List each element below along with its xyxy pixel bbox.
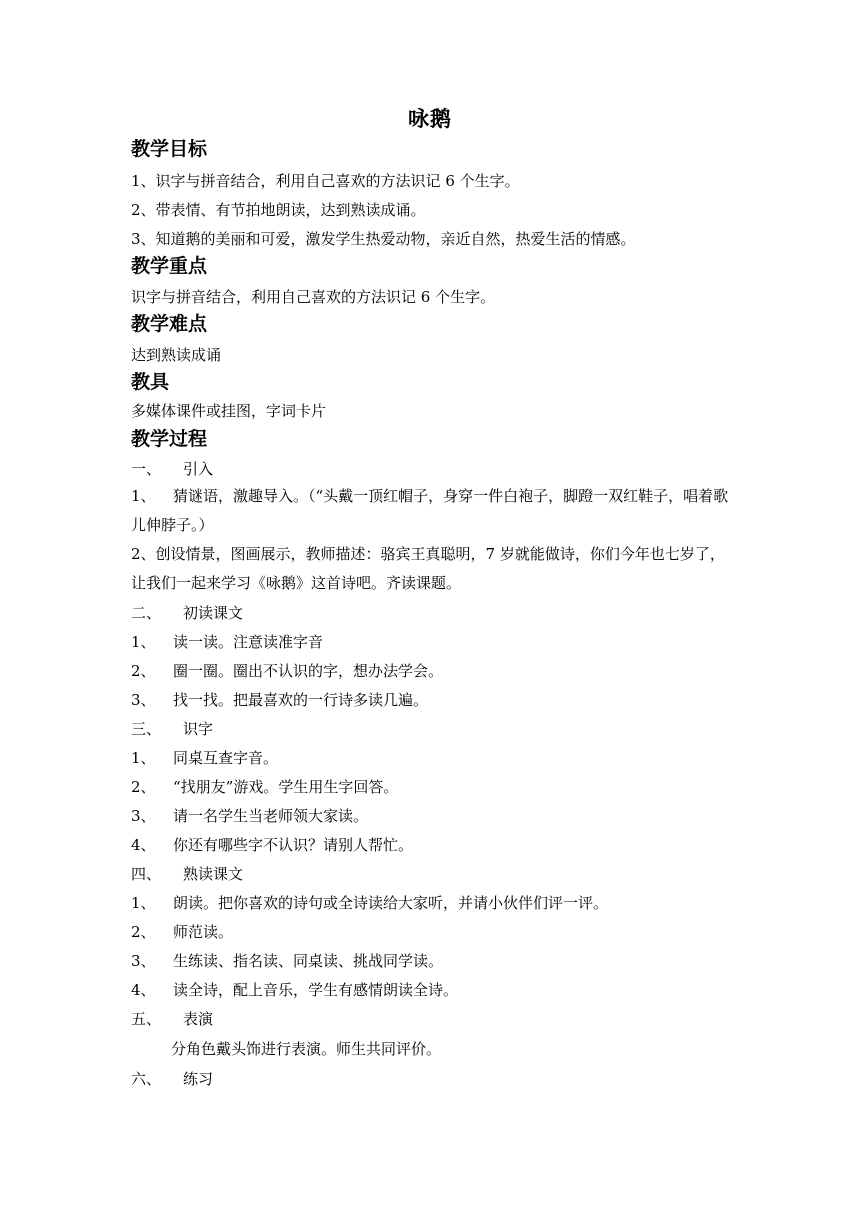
item-text: 你还有哪些字不认识？请别人帮忙。	[173, 836, 414, 854]
list-item	[131, 747, 278, 769]
objective-item: 3、知道鹅的美丽和可爱，激发学生热爱动物，亲近自然，热爱生活的情感。	[131, 230, 636, 248]
item-text: 读一读。注意读准字音	[173, 633, 324, 651]
part-label: 引入	[183, 460, 214, 478]
heading-difficulty: 教学难点	[131, 313, 208, 335]
list-item	[131, 805, 368, 827]
part-heading-literacy	[131, 718, 213, 740]
performance-text: 分角色戴头饰进行表演。师生共同评价。	[171, 1040, 442, 1058]
part-heading-fluent-read	[131, 863, 243, 885]
keypoint-text: 识字与拼音结合，利用自己喜欢的方法识记 6 个生字。	[131, 288, 496, 306]
list-item	[131, 834, 413, 856]
part-heading-practice	[131, 1068, 213, 1090]
item-number: 1、	[131, 894, 156, 912]
part-number: 四、	[131, 865, 162, 883]
intro-item-riddle	[131, 482, 731, 540]
part-number: 一、	[131, 460, 162, 478]
difficulty-text: 达到熟读成诵	[131, 346, 222, 364]
item-number: 2、	[131, 778, 156, 796]
part-number: 六、	[131, 1070, 162, 1088]
list-item	[131, 979, 458, 1001]
item-number: 1、	[131, 749, 156, 767]
item-number: 4、	[131, 981, 156, 999]
list-item	[131, 689, 428, 711]
item-text: 找一找。把最喜欢的一行诗多读几遍。	[173, 691, 429, 709]
list-item	[131, 892, 608, 914]
part-label: 练习	[183, 1070, 214, 1088]
list-item	[131, 950, 443, 972]
intro-item-scene: 2、创设情景，图画展示，教师描述：骆宾王真聪明，7 岁就能做诗，你们今年也七岁了，让我们一起来学习《咏鹅》这首诗吧。齐读课题。	[131, 545, 725, 592]
part-heading-intro	[131, 458, 213, 480]
list-item	[131, 631, 323, 653]
item-text: 同桌互查字音。	[173, 749, 279, 767]
item-text: 读全诗，配上音乐，学生有感情朗读全诗。	[173, 981, 459, 999]
list-item	[131, 921, 233, 943]
heading-tools: 教具	[131, 371, 170, 393]
heading-keypoint: 教学重点	[131, 255, 208, 277]
list-item	[131, 660, 443, 682]
part-heading-first-read	[131, 602, 243, 624]
item-text: 猜谜语，激趣导入。（“头戴一顶红帽子，身穿一件白袍子，脚蹬一双红鞋子，唱着歌儿伸脖子。）	[131, 487, 729, 534]
item-number: 3、	[131, 691, 156, 709]
heading-objectives: 教学目标	[131, 138, 208, 160]
item-number: 2、	[131, 923, 156, 941]
part-number: 二、	[131, 604, 162, 622]
item-text: 师范读。	[173, 923, 234, 941]
item-number: 4、	[131, 836, 156, 854]
objective-item: 2、带表情、有节拍地朗读，达到熟读成诵。	[131, 201, 426, 219]
tools-text: 多媒体课件或挂图，字词卡片	[131, 402, 327, 420]
document-title: 咏鹅	[408, 107, 452, 131]
part-label: 初读课文	[183, 604, 244, 622]
item-text: 请一名学生当老师领大家读。	[173, 807, 369, 825]
part-number: 三、	[131, 720, 162, 738]
item-number: 3、	[131, 952, 156, 970]
list-item	[131, 776, 398, 798]
objective-item: 1、识字与拼音结合，利用自己喜欢的方法识记 6 个生字。	[131, 172, 520, 190]
item-number: 2、	[131, 662, 156, 680]
item-number: 1、	[131, 487, 156, 505]
part-heading-performance	[131, 1008, 213, 1030]
item-text: 生练读、指名读、同桌读、挑战同学读。	[173, 952, 444, 970]
part-label: 识字	[183, 720, 214, 738]
part-number: 五、	[131, 1010, 162, 1028]
item-text: 圈一圈。圈出不认识的字，想办法学会。	[173, 662, 444, 680]
item-number: 1、	[131, 633, 156, 651]
item-number: 3、	[131, 807, 156, 825]
heading-process: 教学过程	[131, 428, 208, 450]
part-label: 表演	[183, 1010, 214, 1028]
part-label: 熟读课文	[183, 865, 244, 883]
item-text: 朗读。把你喜欢的诗句或全诗读给大家听，并请小伙伴们评一评。	[173, 894, 609, 912]
item-text: “找朋友”游戏。学生用生字回答。	[173, 778, 399, 796]
